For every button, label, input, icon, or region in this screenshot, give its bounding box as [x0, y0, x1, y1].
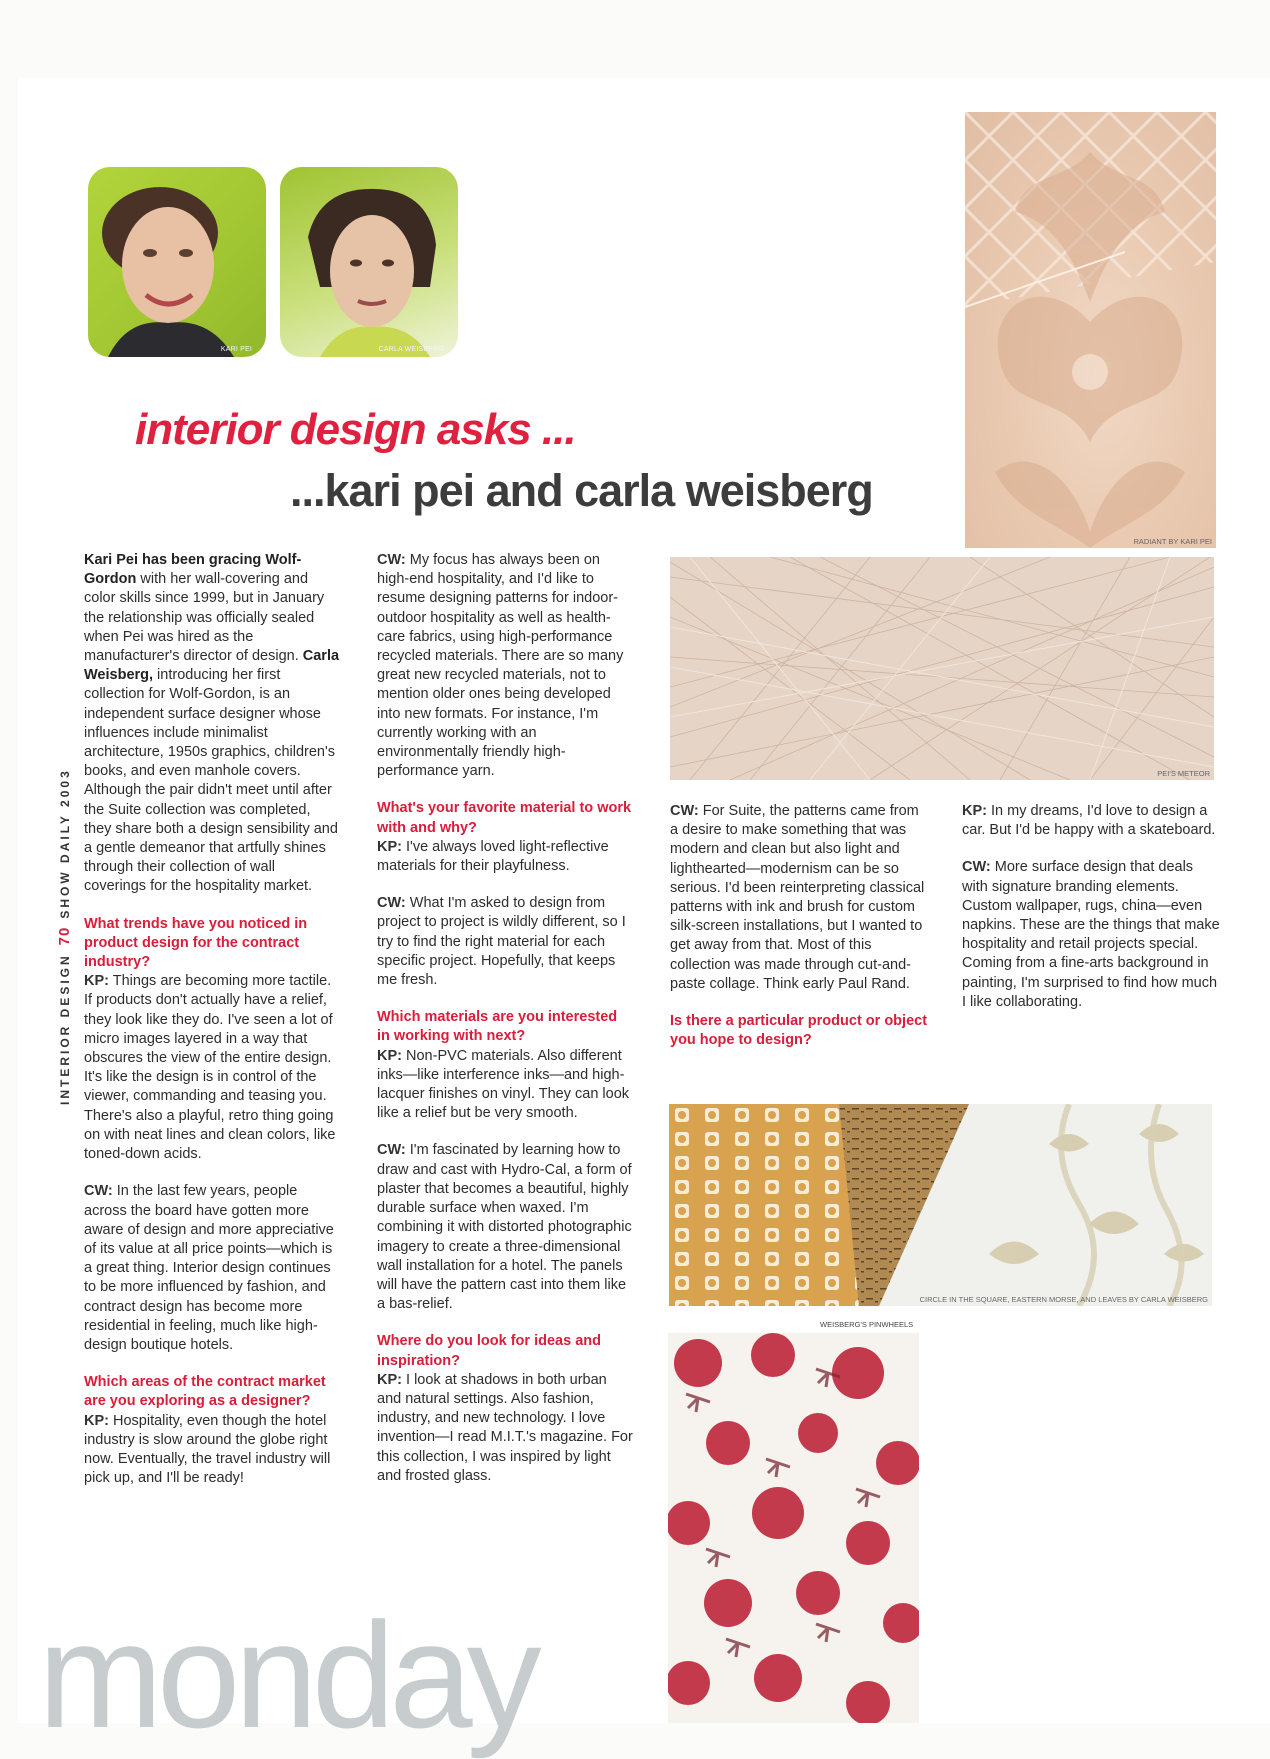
headline-names: ...kari pei and carla weisberg: [290, 465, 873, 516]
weisberg-patterns-collage-image: [669, 1104, 1212, 1306]
speaker-kp: KP:: [962, 803, 987, 819]
question-2: Which areas of the contract market are you exploring as a designer?: [84, 1374, 326, 1410]
answer-4-cw: I'm fascinated by learning how to draw and cast with Hydro-Cal, a form of plaster that becomes a beautiful, highly durable surface when waxed. I'm combining it with distorted photographic imagery to create a three-dimensional wall installation for a hotel. The panels will have the pattern cast into them like a bas-relief.: [377, 1142, 632, 1313]
answer-block-3-cw: [377, 894, 633, 990]
answer-block-2-cw: [377, 551, 633, 781]
question-3: What's your favorite material to work with and why?: [377, 800, 632, 836]
intro-name-kari: Kari Pei has been gracing Wolf-Gordon: [84, 552, 302, 588]
article-column-2: [377, 551, 633, 1504]
meteor-wallcovering-image: [670, 557, 1214, 780]
radiant-caption: RADIANT BY KARI PEI: [1133, 537, 1212, 546]
article-column-4: [962, 802, 1220, 1030]
article-column-1: [84, 551, 340, 1506]
portrait-caption-carla: CARLA WEISBERG: [378, 346, 444, 353]
question-4: Which materials are you interested in working with next?: [377, 1009, 618, 1045]
speaker-kp: KP:: [377, 1371, 402, 1388]
answer-5-cw: For Suite, the patterns came from a desire to make something that was modern and clean but also light and lighthearted—modernism can be so serious. I'd been reinterpreting classical patterns with ink and brush for custom silk-screen installations, but I wanted to get away from that. Most of this collection was made through cut-and-paste collage. Think early Paul Rand.: [670, 803, 925, 992]
intro-text-carla: introducing her first collection for Wolf-Gordon, is an independent surface designer whose influences include minimalist architecture, 1950s graphics, children's books, and even manhole covers. Although the pair didn't meet until after the Suite collection was completed, they share both a design sensibility and a gentle demeanor that artfully shines through their collection of wall coverings for the hospitality market.: [84, 667, 338, 895]
answer-2-cw: My focus has always been on high-end hospitality, and I'd like to resume designing patterns for indoor-outdoor hospitality as well as health-care fabrics, using high-performance recycled materials. There are so many great new recycled materials, not to mention older ones being developed into new formats. For instance, I'm currently working with an environmentally friendly high-performance yarn.: [377, 552, 624, 780]
answer-1-cw: In the last few years, people across the board have gotten more aware of design and more appreciative of its value at all price points—which is a great thing. Interior design continues to be more influenced by fashion, and contract design has become more residential in feeling, much like high-design boutique hotels.: [84, 1183, 334, 1353]
speaker-cw: CW:: [962, 859, 991, 876]
question-5: Where do you look for ideas and inspiration?: [377, 1333, 601, 1369]
collage-pattern-art: [669, 1104, 1212, 1306]
intro-text-kari: with her wall-covering and color skills since 1999, but in January the relationship was officially sealed when Pei was hired as the manufacturer's director of design.: [84, 571, 325, 665]
speaker-kp: KP:: [377, 1047, 402, 1064]
radiant-pattern-art: [965, 112, 1216, 548]
answer-block-6-cw: [962, 858, 1220, 1012]
qa-block-5: [377, 1332, 633, 1486]
answer-block-4-cw: [377, 1141, 633, 1314]
meteor-caption: PEI'S METEOR: [1157, 769, 1210, 778]
radiant-wallcovering-image: [965, 112, 1216, 548]
speaker-cw: CW:: [670, 803, 699, 819]
question-1: What trends have you noticed in product design for the contract industry?: [84, 915, 308, 971]
collage-caption: CIRCLE IN THE SQUARE, EASTERN MORSE, AND LEAVES BY CARLA WEISBERG: [919, 1295, 1208, 1304]
answer-6-kp: In my dreams, I'd love to design a car. But I'd be happy with a skateboard.: [962, 803, 1216, 839]
answer-block-5-cw: [670, 802, 928, 994]
pinwheels-pattern-art: [668, 1333, 919, 1723]
speaker-kp: KP:: [84, 973, 109, 990]
speaker-kp: KP:: [84, 1412, 109, 1429]
intro-paragraph: [84, 551, 340, 897]
qa-block-3: [377, 799, 633, 876]
speaker-kp: KP:: [377, 838, 402, 855]
qa-block-6: [670, 1012, 928, 1050]
folio-publication: INTERIOR DESIGN: [58, 953, 72, 1105]
folio-page-number: 70: [56, 926, 73, 946]
answer-4-kp: Non-PVC materials. Also different inks—like interference inks—and high-lacquer finishes on vinyl. They can look like a relief but be very smooth.: [377, 1047, 630, 1122]
speaker-cw: CW:: [84, 1183, 113, 1200]
answer-3-kp: I've always loved light-reflective materials for their playfulness.: [377, 838, 609, 875]
speaker-cw: CW:: [377, 895, 406, 912]
portrait-kari-pei: [88, 167, 266, 357]
speaker-cw: CW:: [377, 552, 406, 568]
answer-6-cw: More surface design that deals with signature branding elements. Custom wallpaper, rugs, china—even napkins. These are the things that make hospitality and retail projects special. Coming from a fine-arts background in painting, I'm surprised to find how much I like collaborating.: [962, 859, 1220, 1010]
pinwheels-wallcovering-image: [668, 1333, 919, 1723]
question-6: Is there a particular product or object you hope to design?: [670, 1013, 928, 1049]
carla-weisberg-photo: [280, 167, 458, 357]
answer-block-1-cw: [84, 1182, 340, 1355]
qa-block-4: [377, 1008, 633, 1123]
answer-5-kp: I look at shadows in both urban and natural settings. Also fashion, industry, and new technology. I love invention—I read M.I.T.'s magazine. For this collection, I was inspired by light and frosted glass.: [377, 1371, 633, 1484]
intro-name-carla: Carla Weisberg,: [84, 648, 340, 684]
qa-block-1: [84, 915, 340, 1165]
portrait-caption-kari: KARI PEI: [220, 346, 252, 353]
answer-1-kp: Things are becoming more tactile. If products don't actually have a relief, they look like they do. I've seen a lot of micro images layered in a way that obscures the view of the entire design. It's like the design is in control of the viewer, commanding and teasing you. There's also a playful, retro thing going on with neat lines and clean colors, like toned-down acids.: [84, 973, 336, 1163]
meteor-pattern-art: [670, 557, 1214, 780]
article-column-3: [670, 802, 928, 1068]
kari-pei-photo: [88, 167, 266, 357]
qa-block-2: [84, 1373, 340, 1488]
answer-block-6-kp: [962, 802, 1220, 840]
pinwheels-caption: WEISBERG'S PINWHEELS: [820, 1320, 914, 1329]
answer-3-cw: What I'm asked to design from project to project is wildly different, so I try to find the right material for each specific project. Hopefully, that keeps me fresh.: [377, 895, 626, 989]
day-label-monday: monday: [38, 1591, 536, 1759]
page-folio: [56, 768, 73, 1105]
headline-asks: interior design asks ...: [135, 405, 576, 454]
answer-2-kp: Hospitality, even though the hotel industry is slow around the globe right now. Eventually, the travel industry will pick up, and I'll be ready!: [84, 1412, 331, 1487]
folio-edition: SHOW DAILY 2003: [58, 768, 72, 919]
portrait-carla-weisberg: [280, 167, 458, 357]
speaker-cw: CW:: [377, 1142, 406, 1159]
